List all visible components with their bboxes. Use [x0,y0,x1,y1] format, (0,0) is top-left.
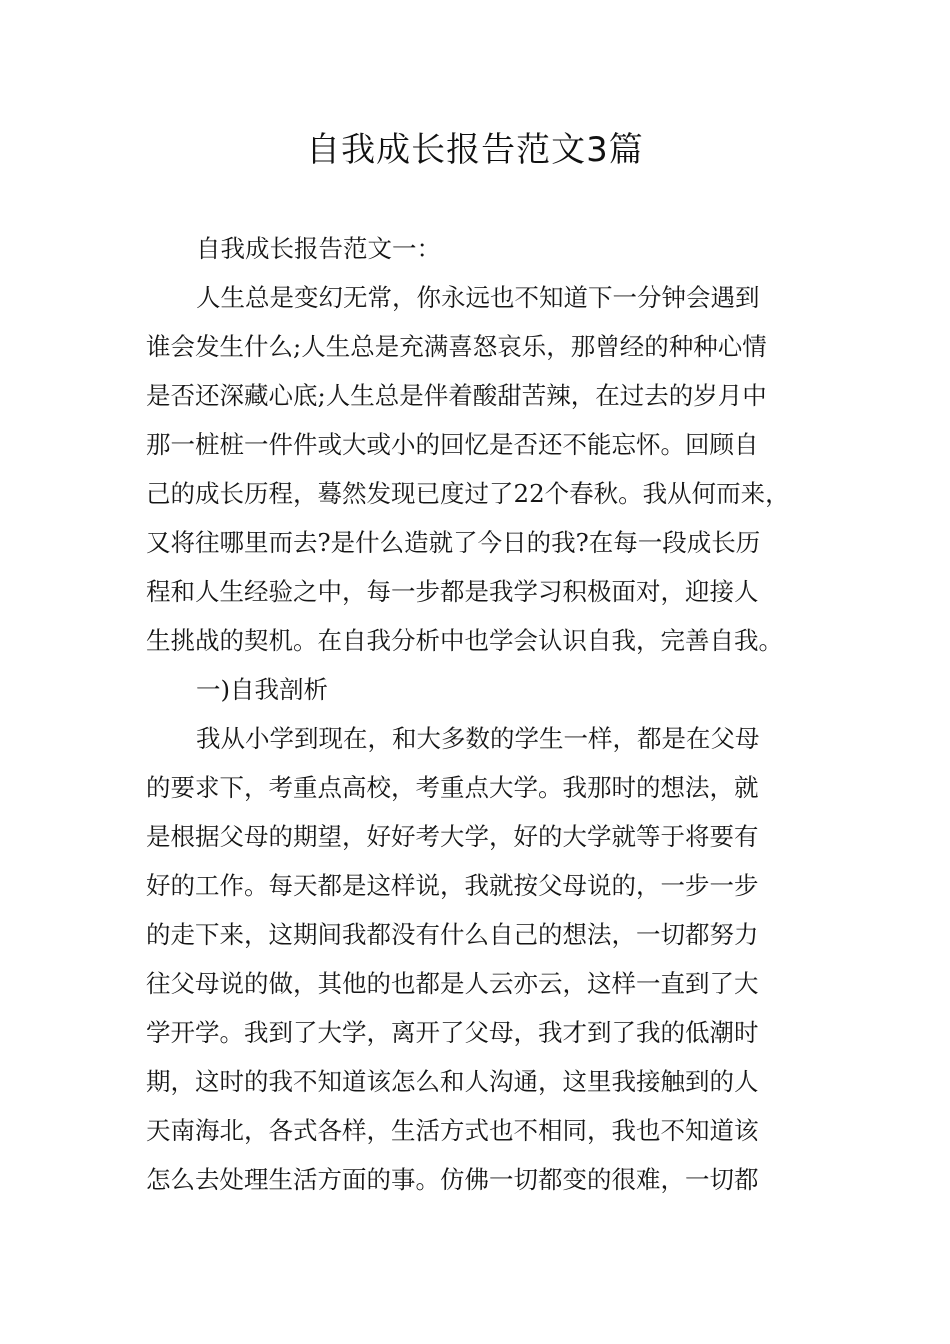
paragraph-line: 往父母说的做，其他的也都是人云亦云，这样一直到了大 [146,969,759,998]
paragraph-line: 谁会发生什么;人生总是充满喜怒哀乐，那曾经的种种心情 [146,332,767,361]
paragraph-line: 生挑战的契机。在自我分析中也学会认识自我，完善自我。 [146,626,783,655]
section-heading: 自我成长报告范文一： [196,234,441,263]
paragraph-line: 程和人生经验之中，每一步都是我学习积极面对，迎接人 [146,577,759,606]
paragraph-line: 又将往哪里而去?是什么造就了今日的我?在每一段成长历 [146,528,761,557]
paragraph-line: 那一桩桩一件件或大或小的回忆是否还不能忘怀。回顾自 [146,430,759,459]
paragraph-line: 是否还深藏心底;人生总是伴着酸甜苦辣，在过去的岁月中 [146,381,767,410]
paragraph-line: 我从小学到现在，和大多数的学生一样，都是在父母 [196,724,760,753]
paragraph-line: 怎么去处理生活方面的事。仿佛一切都变的很难，一切都 [146,1165,759,1194]
paragraph-line: 己的成长历程，蓦然发现已度过了22个春秋。我从何而来， [146,479,790,508]
paragraph-line: 的要求下，考重点高校，考重点大学。我那时的想法，就 [146,773,759,802]
document-title: 自我成长报告范文3篇 [306,130,644,170]
paragraph-line: 学开学。我到了大学，离开了父母，我才到了我的低潮时 [146,1018,759,1047]
paragraph-line: 天南海北，各式各样，生活方式也不相同，我也不知道该 [146,1116,759,1145]
subsection-heading: 一)自我剖析 [196,675,329,704]
paragraph-line: 好的工作。每天都是这样说，我就按父母说的，一步一步 [146,871,759,900]
paragraph-line: 期，这时的我不知道该怎么和人沟通，这里我接触到的人 [146,1067,759,1096]
paragraph-line: 是根据父母的期望，好好考大学，好的大学就等于将要有 [146,822,759,851]
paragraph-line: 人生总是变幻无常，你永远也不知道下一分钟会遇到 [196,283,760,312]
paragraph-line: 的走下来，这期间我都没有什么自己的想法，一切都努力 [146,920,759,949]
